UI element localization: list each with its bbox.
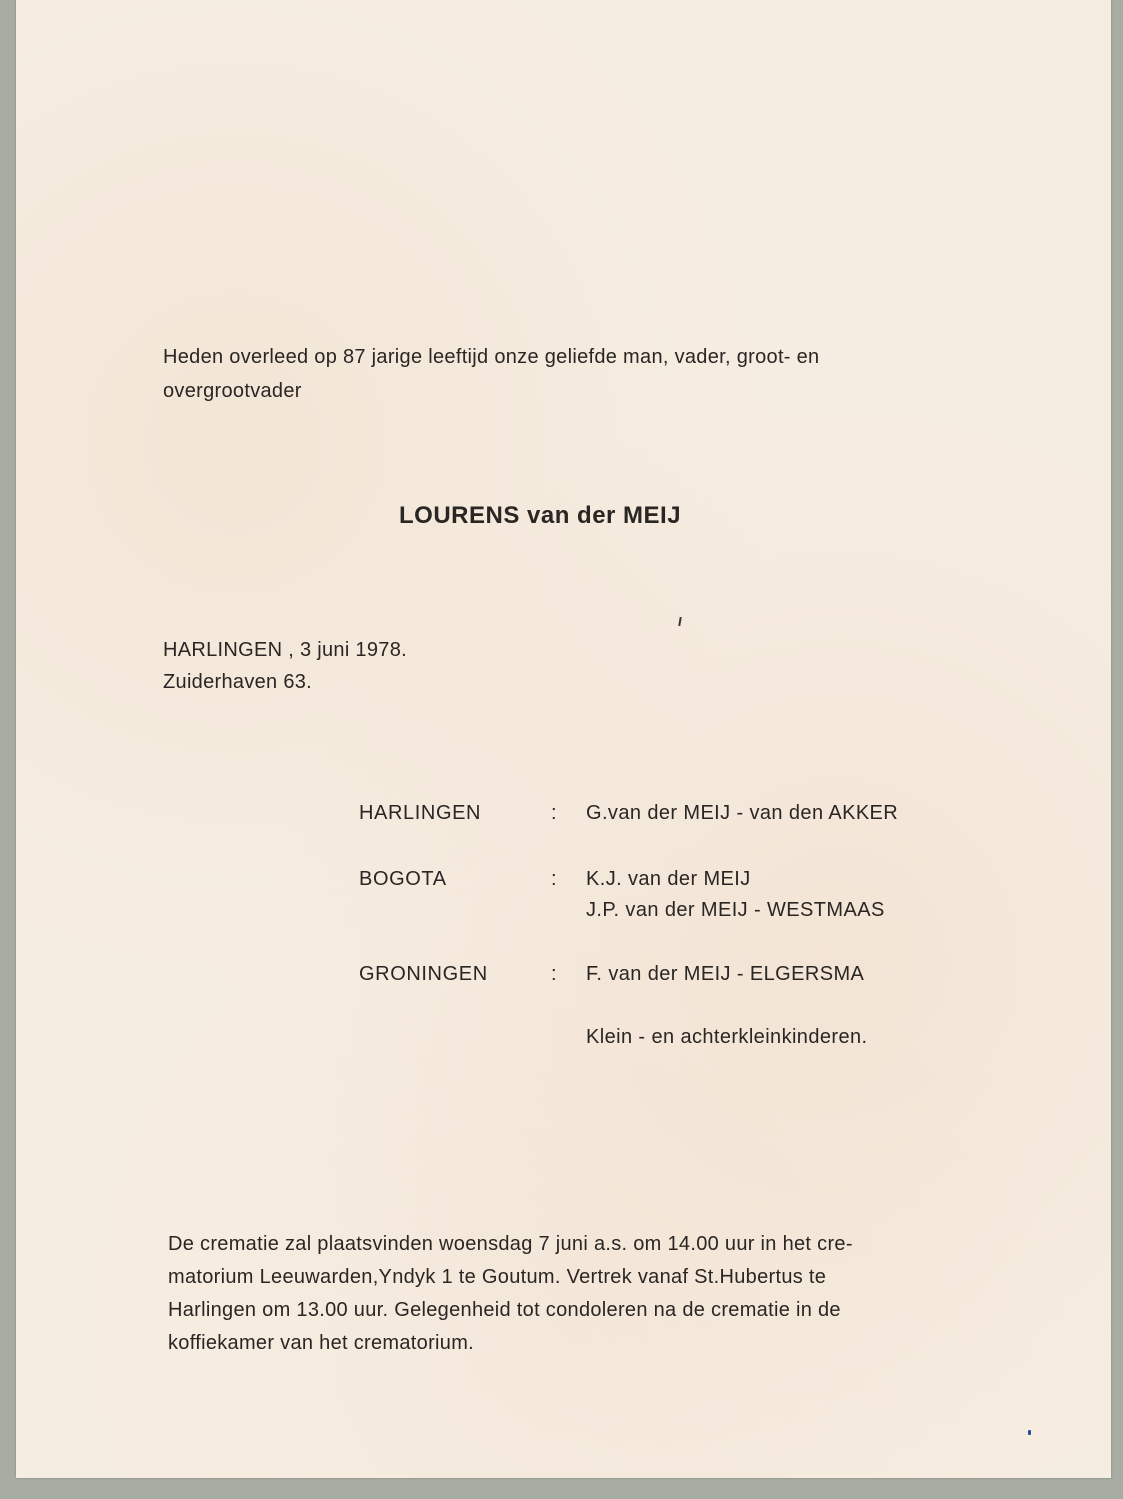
closing-line-2: matorium Leeuwarden,Yndyk 1 te Goutum. Vertrek vanaf St.Hubertus te <box>168 1266 827 1288</box>
family-city-groningen: GRONINGEN <box>359 963 488 985</box>
family-colon: : <box>551 963 557 985</box>
family-name: K.J. van der MEIJ <box>586 868 751 890</box>
grandchildren-line: Klein - en achterkleinkinderen. <box>586 1026 868 1048</box>
family-name: G.van der MEIJ - van den AKKER <box>586 802 899 824</box>
closing-line-4: koffiekamer van het crematorium. <box>168 1332 475 1354</box>
cremation-notice <box>168 1228 974 1360</box>
family-name: J.P. van der MEIJ - WESTMAAS <box>586 899 885 921</box>
stray-mark <box>678 617 682 626</box>
closing-line-3: Harlingen om 13.00 uur. Gelegenheid tot condoleren na de crematie in de <box>168 1299 841 1321</box>
intro-paragraph <box>163 340 983 408</box>
document-page <box>16 0 1111 1478</box>
family-colon: : <box>551 868 557 890</box>
family-colon: : <box>551 802 557 824</box>
intro-line-2: overgrootvader <box>163 380 302 402</box>
family-city-bogota: BOGOTA <box>359 868 447 890</box>
deceased-name: LOURENS van der MEIJ <box>399 502 682 529</box>
closing-line-1: De crematie zal plaatsvinden woensdag 7 juni a.s. om 14.00 uur in het cre- <box>168 1233 853 1255</box>
place-date: HARLINGEN , 3 juni 1978. <box>163 639 407 661</box>
ink-speck <box>1028 1430 1031 1435</box>
family-city-harlingen: HARLINGEN <box>359 802 482 824</box>
address: Zuiderhaven 63. <box>163 671 313 693</box>
family-name: F. van der MEIJ - ELGERSMA <box>586 963 865 985</box>
intro-line-1: Heden overleed op 87 jarige leeftijd onze geliefde man, vader, groot- en <box>163 346 820 368</box>
